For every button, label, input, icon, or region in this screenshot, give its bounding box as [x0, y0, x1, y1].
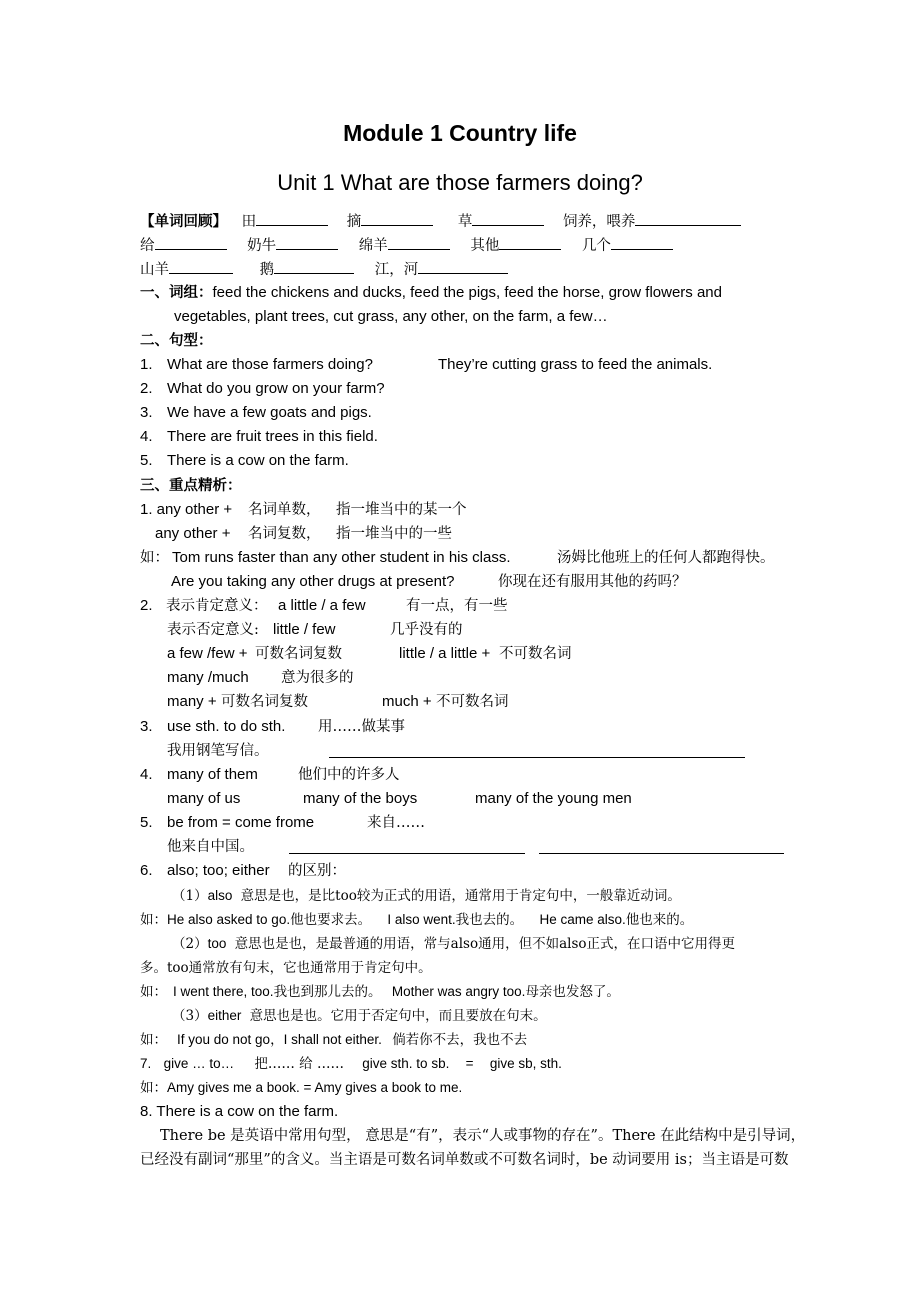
module-title: Module 1 Country life	[343, 120, 577, 146]
example-en: Mother was angry too.	[391, 984, 526, 999]
note6-example-1	[140, 910, 693, 930]
sentence-text: What are those farmers doing?	[167, 356, 373, 373]
example-cn: 我也去的。	[455, 912, 524, 928]
note2-neg-meaning: 几乎没有的	[390, 622, 463, 638]
note6-point-2-cont: 多。too通常放有句末，它也通常用于肯定句中。	[140, 960, 432, 976]
sentence-answer: They’re cutting grass to feed the animals.	[438, 356, 713, 373]
sentence-number: 2.	[140, 380, 153, 397]
example-label: 如：	[140, 984, 167, 1000]
note2-m-en: many /much	[167, 669, 249, 686]
note1-example-2-cn: 你现在还有服用其他的药吗？	[498, 574, 687, 590]
translation-blank[interactable]	[329, 757, 745, 758]
note7-number: 7.	[140, 1056, 152, 1071]
answer-blank[interactable]	[256, 210, 328, 226]
example-en: He came also.	[539, 912, 626, 927]
note4-cn: 他们中的许多人	[298, 767, 400, 783]
sentence-number: 1.	[140, 356, 153, 373]
phrases-line-2: vegetables, plant trees, cut grass, any other, on the farm, a few…	[174, 308, 608, 325]
answer-blank[interactable]	[472, 210, 544, 226]
answer-blank[interactable]	[611, 234, 673, 250]
phrases-heading: 一、词组：	[140, 284, 213, 301]
note7-en-3: give sb, sth.	[489, 1056, 562, 1071]
phrases-line-1	[140, 283, 722, 303]
unit-title: Unit 1 What are those farmers doing?	[277, 170, 643, 195]
note3-cn: 用……做某事	[318, 719, 405, 735]
vocab-word: 山羊	[140, 262, 169, 278]
note3-en: use sth. to do sth.	[167, 718, 286, 735]
note2-neg-en: little / few	[273, 621, 336, 638]
vocab-word: 饲养，喂养	[562, 214, 636, 230]
note2-c1-en: a few /few +	[167, 645, 248, 662]
note1-example-2: Are you taking any other drugs at present?	[171, 573, 455, 590]
example-label: 如：	[140, 912, 167, 928]
translation-blank[interactable]	[539, 853, 784, 854]
vocab-word: 鹅	[259, 262, 275, 278]
note2-pos-cn: 表示肯定意义：	[166, 598, 268, 614]
note1-a-en: 1. any other +	[140, 501, 233, 518]
example-en: Amy gives me a book. = Amy gives a book to me.	[167, 1080, 463, 1095]
example-en: He also asked to go.	[167, 912, 291, 927]
note1-b-meaning: 指一堆当中的一些	[336, 526, 452, 542]
note3-example-cn: 我用钢笔写信。	[167, 743, 269, 759]
vocab-word: 田	[241, 214, 257, 230]
example-cn: 倘若你不去，我也不去	[392, 1032, 528, 1048]
note5-example-cn: 他来自中国。	[167, 839, 254, 855]
note1-a-meaning: 指一堆当中的某一个	[336, 502, 467, 518]
answer-blank[interactable]	[635, 210, 741, 226]
note4-example-2: many of the boys	[303, 790, 418, 807]
point-text: 意思也是也，是最普通的用语，常与also通用，但不如also正式，在口语中它用得更	[234, 936, 736, 952]
answer-blank[interactable]	[388, 234, 450, 250]
vocab-row-1	[140, 210, 741, 230]
example-cn: 他也来的。	[625, 912, 694, 928]
vocab-word: 草	[457, 214, 473, 230]
example-cn: 他也要求去。	[290, 912, 372, 928]
point-word: also	[207, 888, 233, 903]
point-text: 意思也是也。它用于否定句中，而且要放在句末。	[249, 1008, 547, 1024]
answer-blank[interactable]	[361, 210, 433, 226]
phrases-text: feed the chickens and ducks, feed the pigs, feed the horse, grow flowers and	[212, 284, 722, 301]
example-cn: 我也到那儿去的。	[273, 984, 382, 1000]
vocab-word: 给	[140, 238, 155, 254]
answer-blank[interactable]	[276, 234, 338, 250]
note7-example	[140, 1078, 462, 1098]
note4-en: many of them	[167, 766, 258, 783]
note6-cn: 的区别：	[288, 863, 346, 879]
example-en: If you do not go，I shall not either.	[177, 1032, 382, 1047]
example-label: 如：	[140, 550, 169, 566]
sentence-number: 5.	[140, 452, 153, 469]
note2-c2-cn: 不可数名词	[499, 646, 572, 662]
note5-cn: 来自……	[367, 815, 425, 831]
vocab-row-3	[140, 258, 508, 278]
note7-equals: =	[465, 1056, 474, 1071]
point-text: 意思是也，是比too较为正式的用语，通常用于肯定句中，一般靠近动词。	[240, 888, 681, 904]
point-word: either	[207, 1008, 242, 1023]
note2-c1-cn: 可数名词复数	[255, 646, 342, 662]
note1-b-en: any other +	[155, 525, 231, 542]
example-label: 如：	[140, 1080, 167, 1096]
note2-m1-en: many +	[167, 693, 217, 710]
note2-pos-meaning: 有一点，有一些	[406, 598, 508, 614]
note3-number: 3.	[140, 718, 153, 735]
vocab-word: 江，河	[374, 262, 419, 278]
sentences-heading: 二、句型：	[140, 332, 213, 349]
note4-example-3: many of the young men	[475, 790, 632, 807]
note5-number: 5.	[140, 814, 153, 831]
vocab-word: 几个	[581, 238, 611, 254]
vocab-word: 摘	[346, 214, 362, 230]
point-number: （2）	[172, 936, 208, 952]
note4-example-1: many of us	[167, 790, 241, 807]
answer-blank[interactable]	[274, 258, 354, 274]
vocab-row-2	[140, 234, 673, 254]
note1-example-1: Tom runs faster than any other student in his class.	[172, 549, 511, 566]
vocab-heading: 【单词回顾】	[140, 213, 227, 230]
vocab-word: 绵羊	[358, 238, 388, 254]
note7-en-2: give sth. to sb.	[362, 1056, 450, 1071]
sentence-number: 3.	[140, 404, 153, 421]
answer-blank[interactable]	[418, 258, 508, 274]
example-en: I went there, too.	[173, 984, 274, 999]
vocab-word: 其他	[470, 238, 500, 254]
note6-point-1	[172, 886, 681, 906]
sentence-text: There are fruit trees in this field.	[167, 428, 378, 445]
note7-cn: 把…… 给 ……	[254, 1056, 344, 1072]
note6-en: also; too; either	[167, 862, 270, 879]
example-en: I also went.	[387, 912, 456, 927]
sentence-text: What do you grow on your farm?	[167, 380, 385, 397]
point-word: too	[207, 936, 227, 951]
answer-blank[interactable]	[155, 234, 227, 250]
note4-number: 4.	[140, 766, 153, 783]
note1-b-cn: 名词复数，	[248, 526, 321, 542]
note8-line-1: There be 是英语中常用句型， 意思是“有”，表示“人或事物的存在”。There 在此结构中是引导词，	[160, 1128, 806, 1144]
note2-pos-en: a little / a few	[278, 597, 366, 614]
sentence-number: 4.	[140, 428, 153, 445]
sentence-text: There is a cow on the farm.	[167, 452, 349, 469]
note6-example-3	[140, 1030, 527, 1050]
note1-example-1-cn: 汤姆比他班上的任何人都跑得快。	[557, 550, 775, 566]
note2-m-cn: 意为很多的	[281, 670, 354, 686]
note2-c2-en: little / a little +	[399, 645, 491, 662]
note6-point-2	[172, 934, 735, 954]
note8-line-2: 已经没有副词“那里”的含义。当主语是可数名词单数或不可数名词时，be 动词要用 is；当主语是可数	[140, 1152, 789, 1168]
point-number: （1）	[172, 888, 208, 904]
answer-blank[interactable]	[169, 258, 233, 274]
sentence-text: We have a few goats and pigs.	[167, 404, 372, 421]
translation-blank[interactable]	[289, 853, 525, 854]
note2-neg-cn: 表示否定意义:	[167, 622, 259, 638]
example-label: 如：	[140, 1032, 167, 1048]
note2-m1-cn: 可数名词复数	[221, 694, 308, 710]
note2-m2-en: much +	[382, 693, 432, 710]
note5-en: be from = come frome	[167, 814, 315, 831]
point-number: （3）	[172, 1008, 208, 1024]
note6-point-3	[172, 1006, 547, 1026]
note7-en: give … to…	[163, 1056, 235, 1071]
note1-a-cn: 名词单数，	[248, 502, 321, 518]
answer-blank[interactable]	[499, 234, 561, 250]
vocab-word: 奶牛	[247, 238, 277, 254]
example-cn: 母亲也发怒了。	[525, 984, 620, 1000]
notes-heading: 三、重点精析：	[140, 477, 242, 494]
note2-number: 2.	[140, 597, 153, 614]
note6-example-2	[140, 982, 620, 1002]
note6-number: 6.	[140, 862, 153, 879]
note8-title: 8. There is a cow on the farm.	[140, 1103, 339, 1120]
note2-m2-cn: 不可数名词	[436, 694, 509, 710]
note7	[140, 1054, 562, 1074]
